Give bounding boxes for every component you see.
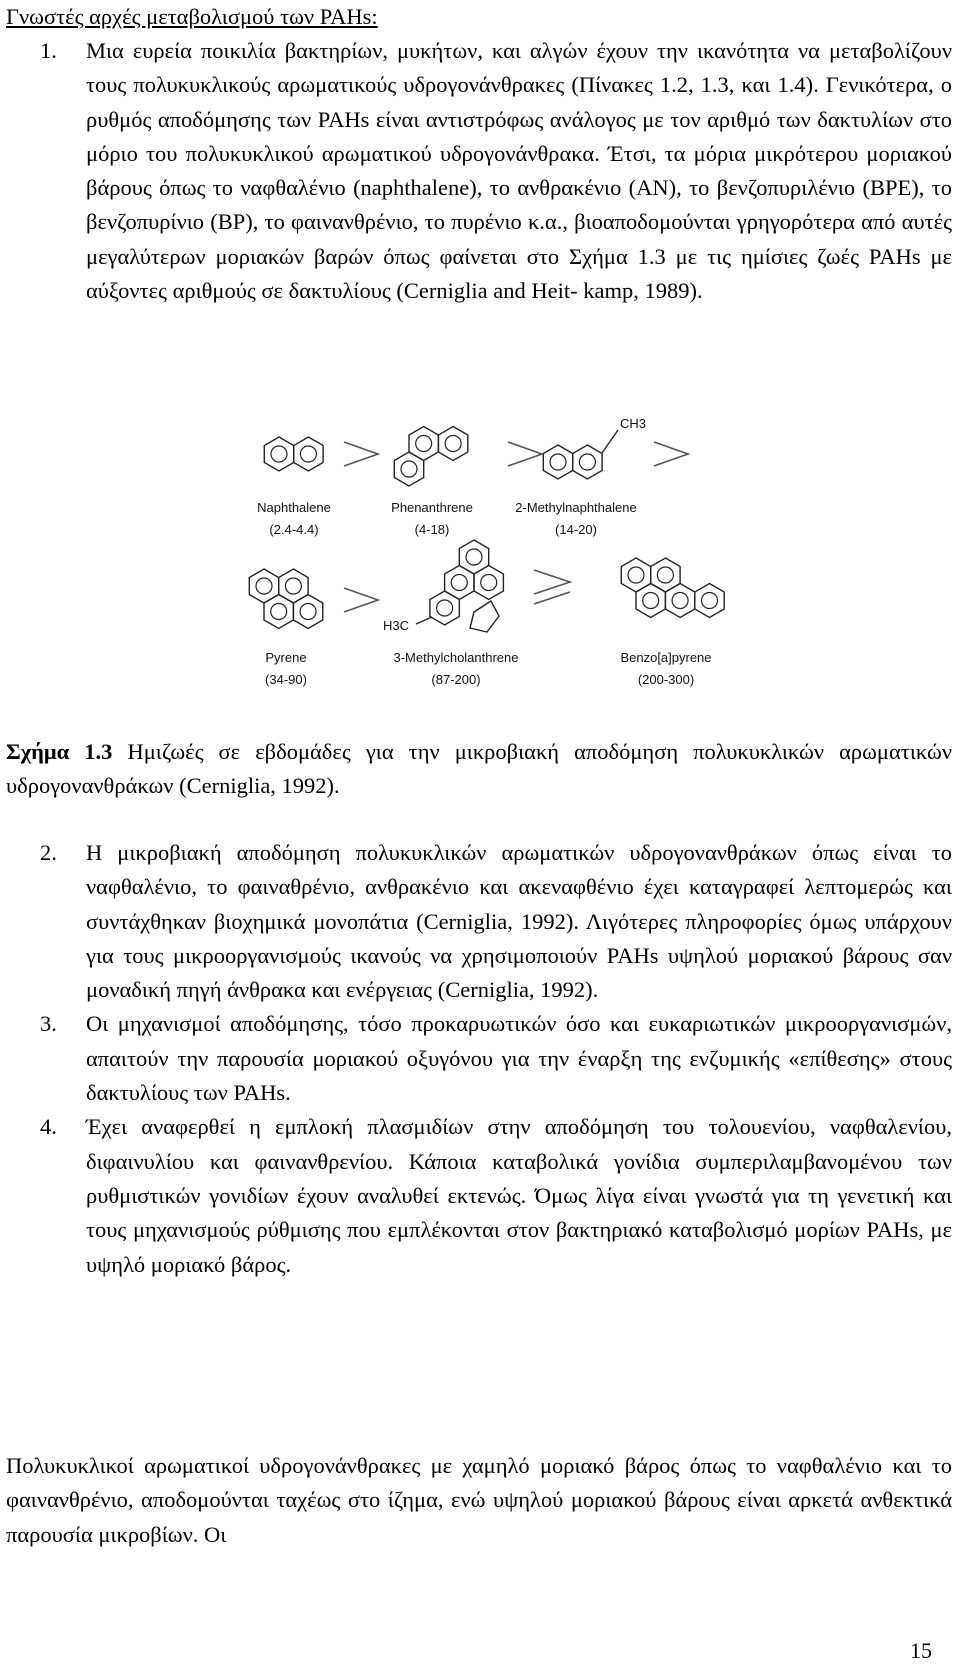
section-heading: Γνωστές αρχές μεταβολισμού των PAHs: [6, 4, 378, 29]
list-item-text: Οι μηχανισμοί αποδόμησης, τόσο προκαρυωτικών όσο και ευκαριωτικών μικροοργανισμών, απαιτούν την παρουσία μοριακού οξυγόνου για την έναρξη της ενζυμικής «επίθεσης» στους δακτυλίους των PAHs. [86, 1011, 952, 1106]
greater-than-symbol [654, 442, 688, 466]
phenanthrene-structure [394, 427, 468, 487]
naphthalene-structure [264, 437, 323, 471]
list-item [0, 1007, 952, 1110]
ch3-label: CH3 [620, 416, 647, 431]
greater-than-symbol [344, 588, 378, 612]
closing-paragraph: Πολυκυκλικοί αρωματικοί υδρογονάνθρακες με χαμηλό μοριακό βάρος όπως το ναφθαλένιο και το φαινανθρένιο, αποδομούνται ταχέως στο ίζημα, ενώ υψηλού μοριακού βάρους είναι αρκετά ανθεκτικά παρουσία μικροβίων. Οι [6, 1453, 952, 1547]
molecule-name: 3-Methylcholanthrene [393, 650, 519, 665]
half-life-range: (4-18) [414, 522, 450, 537]
pyrene-structure [249, 569, 322, 629]
benzopyrene-structure [621, 558, 724, 618]
pah-half-life-figure [246, 412, 746, 712]
list-item-text: Η μικροβιακή αποδόμηση πολυκυκλικών αρωματικών υδρογονανθράκων όπως είναι το ναφθαλένιο, το φαιναθρένιο, ανθρακένιο και ακεναφθένιο έχει καταγραφεί λεπτομερώς και συντάχθηκαν βιοχημικά μονοπάτια (Cerniglia, 1992). Λιγότερες πληροφορίες όμως υπάρχουν για τους μικροοργανισμούς ικανούς να χρησιμοποιούν PAHs υψηλού μοριακού βάρους σαν μοναδική πηγή άνθρακα και ενέργειας (Cerniglia, 1992). [86, 840, 952, 1003]
list-item-text: Έχει αναφερθεί η εμπλοκή πλασμιδίων στην αποδόμηση του τολουενίου, ναφθαλενίου, διφαινυλίου και φαινανθρενίου. Κάποια καταβολικά γονίδια συμπεριλαμβανομένου των ρυθμιστικών γονιδίων έχουν αναλυθεί εκτενώς. Όμως λίγα είναι γνωστά για τη γενετική και τους μηχανισμούς ρύθμισης που εμπλέκονται στον βακτηριακό καταβολισμό μορίων PAHs, με υψηλό μοριακό βάρος. [86, 1114, 952, 1277]
list-number: 1. [40, 38, 57, 63]
methylnaphthalene-structure [543, 416, 646, 479]
molecule-name: 2-Methylnaphthalene [515, 500, 637, 515]
principles-list-a [0, 34, 952, 308]
half-life-range: (34-90) [265, 672, 307, 687]
half-life-range: (87-200) [431, 672, 481, 687]
molecule-name: Pyrene [265, 650, 307, 665]
list-number: 3. [40, 1011, 57, 1037]
list-number: 2. [40, 840, 57, 865]
molecule-name: Benzo[a]pyrene [620, 650, 712, 665]
greater-or-equal-symbol [534, 570, 570, 594]
molecule-name: Naphthalene [257, 500, 331, 515]
list-number: 4. [40, 1114, 57, 1140]
principles-list-b [0, 836, 952, 1282]
h3c-label: H3C [383, 618, 410, 633]
figure-caption [6, 735, 952, 804]
greater-than-symbol [508, 442, 542, 466]
page-number: 15 [910, 1638, 932, 1663]
greater-or-equal-bar [534, 592, 570, 604]
list-item [0, 34, 952, 308]
list-item-text: Μια ευρεία ποικιλία βακτηρίων, μυκήτων, και αλγών έχουν την ικανότητα να μεταβολίζουν τους πολυκυκλικούς αρωματικούς υδρογονάνθρακες (Πίνακες 1.2, 1.3, και 1.4). Γενικότερα, ο ρυθμός αποδόμησης των PAHs είναι αντιστρόφως ανάλογος με τον αριθμό των δακτυλίων στο μόριο του πολυκυκλικού αρωματικού υδρογονάνθρακα. Έτσι, τα μόρια μικρότερου μοριακού βάρους όπως το ναφθαλένιο (naphthalene), το ανθρακένιο (AN), το βενζοπυριλένιο (BPE), το βενζοπυρίνιο (BP), το φαινανθρένιο, το πυρένιο κ.α., βιοαποδομούνται γρηγορότερα από αυτές μεγαλύτερων μοριακών βαρών όπως φαίνεται στο Σχήμα 1.3 με τις ημίσιες ζωές PAHs με αύξοντες αριθμούς σε δακτυλίους (Cerniglia and Heit- kamp, 1989). [86, 38, 952, 304]
list-item [0, 836, 952, 1007]
greater-than-symbol [344, 442, 378, 466]
half-life-range: (200-300) [637, 672, 695, 687]
caption-text: Ημιζωές σε εβδομάδες για την μικροβιακή αποδόμηση πολυκυκλικών αρωματικών υδρογονανθράκων (Cerniglia, 1992). [6, 739, 952, 799]
methylcholanthrene-structure [383, 540, 503, 633]
molecule-name: Phenanthrene [391, 500, 473, 515]
half-life-range: (2.4-4.4) [269, 522, 319, 537]
half-life-range: (14-20) [555, 522, 597, 537]
figure-label: Σχήμα 1.3 [6, 739, 113, 764]
list-item [0, 1110, 952, 1281]
